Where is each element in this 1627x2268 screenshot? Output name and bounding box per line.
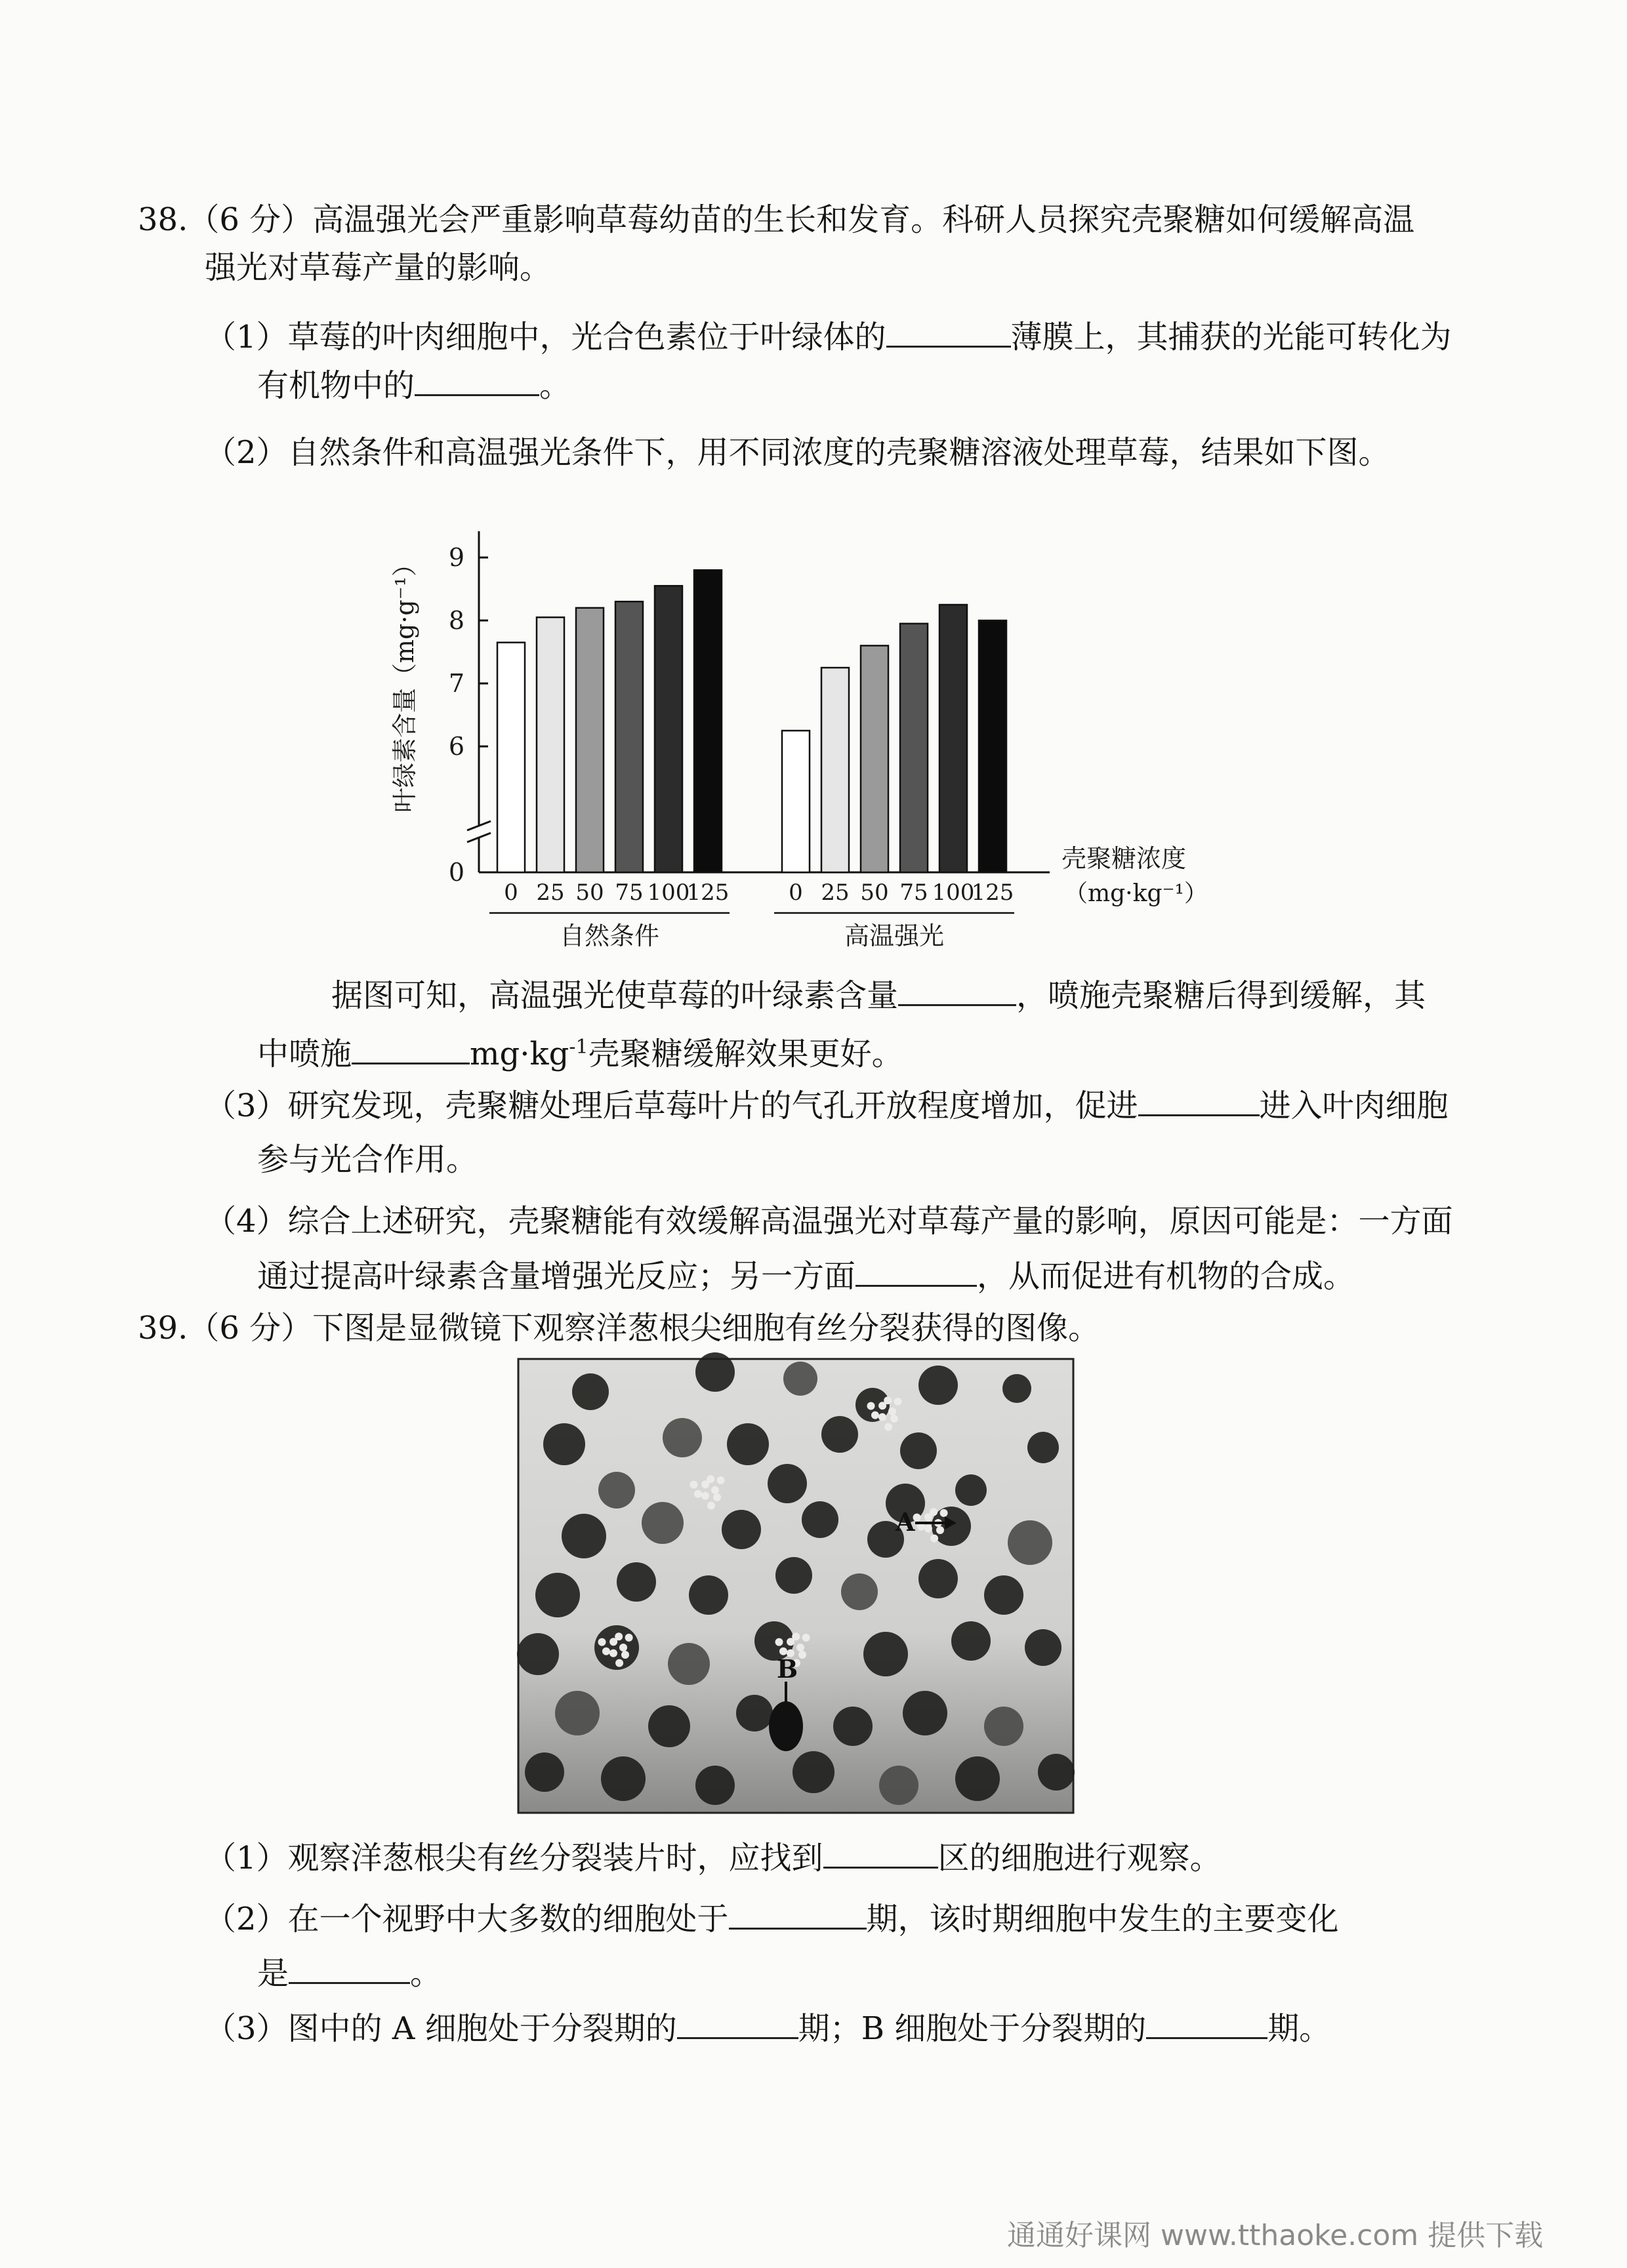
cell-nucleus — [535, 1573, 580, 1617]
chromosome-speck — [888, 1407, 896, 1415]
q39-part1-text-b: 区的细胞进行观察。 — [937, 1840, 1222, 1876]
cell-nucleus — [841, 1573, 878, 1610]
q38-part1-line1 — [205, 317, 1452, 357]
group-label: 自然条件 — [559, 921, 660, 950]
onion-root-tip-micrograph — [518, 1359, 1073, 1813]
cell-nucleus — [642, 1502, 684, 1544]
q39-part3-text-b: 期；B 细胞处于分裂期的 — [798, 2010, 1147, 2047]
cell-nucleus — [900, 1432, 937, 1469]
q39-part3-text-c: 期。 — [1267, 2010, 1331, 2047]
cell-nucleus — [1008, 1520, 1052, 1565]
chromosome-speck — [802, 1634, 810, 1642]
bar — [615, 601, 643, 872]
cell-nucleus — [955, 1474, 987, 1506]
watermark-footer: 通通好课网 www.tthaoke.com 提供下载 — [1007, 2219, 1544, 2252]
cell-nucleus — [1038, 1754, 1075, 1791]
chromosome-speck — [940, 1509, 948, 1517]
bar — [861, 645, 888, 872]
q39-part2-text-b: 期，该时期细胞中发生的主要变化 — [866, 1901, 1339, 1937]
chromosome-speck — [598, 1638, 606, 1646]
cell-nucleus — [821, 1416, 858, 1453]
q39-part3-blank2[interactable] — [1146, 2008, 1267, 2039]
q38-part3-text-a: （3）研究发现，壳聚糖处理后草莓叶片的气孔开放程度增加，促进 — [205, 1087, 1138, 1124]
chromosome-speck — [707, 1502, 715, 1510]
x-tick-label: 75 — [615, 880, 644, 906]
chromosome-speck — [717, 1476, 725, 1484]
q38-after-blank2[interactable] — [352, 1034, 470, 1064]
chromosome-speck — [707, 1475, 714, 1483]
x-axis-label: 壳聚糖浓度 — [1061, 844, 1187, 873]
chromosome-speck — [625, 1634, 633, 1642]
q38-after-blank1[interactable] — [898, 975, 1016, 1006]
cell-nucleus — [783, 1362, 817, 1396]
chromosome-speck — [619, 1644, 627, 1651]
q39-part2-line2 — [257, 1953, 442, 1993]
q38-part1-text-c: 有机物中的 — [257, 367, 415, 404]
chlorophyll-bar-chart — [390, 518, 1233, 964]
chromosome-speck — [930, 1508, 937, 1516]
cell-nucleus — [775, 1557, 812, 1594]
cell-nucleus — [668, 1643, 710, 1685]
cell-nucleus — [793, 1751, 834, 1793]
cell-nucleus — [833, 1707, 873, 1746]
cell-nucleus — [802, 1501, 838, 1538]
chromosome-speck — [894, 1398, 902, 1406]
q38-after-text-c: 中喷施 — [257, 1036, 352, 1072]
q38-part4-line1: （4）综合上述研究，壳聚糖能有效缓解高温强光对草莓产量的影响，原因可能是：一方面 — [205, 1203, 1453, 1240]
q38-stem-line2: 强光对草莓产量的影响。 — [205, 249, 552, 286]
q38-part4-line2 — [257, 1256, 1355, 1296]
cell-nucleus — [768, 1464, 807, 1503]
q38-after-chart-line1 — [331, 975, 1426, 1015]
bar — [576, 608, 604, 872]
bar — [900, 624, 928, 872]
chromosome-speck — [884, 1396, 892, 1404]
chromosome-speck — [878, 1413, 886, 1421]
q38-part1-blank1[interactable] — [886, 317, 1011, 348]
metaphase-cell-b — [769, 1701, 803, 1751]
chromosome-speck — [713, 1493, 721, 1501]
cell-nucleus — [722, 1510, 761, 1549]
chromosome-speck — [711, 1486, 719, 1494]
cell-nucleus — [984, 1575, 1023, 1615]
y-tick-label: 0 — [448, 858, 464, 887]
cell-nucleus — [736, 1695, 773, 1731]
cell-nucleus — [918, 1366, 958, 1405]
cell-label-b: B — [777, 1654, 798, 1684]
q38-part1-text-a: （1）草莓的叶肉细胞中，光合色素位于叶绿体的 — [205, 319, 886, 355]
cell-nucleus — [555, 1691, 600, 1735]
chromosome-speck — [775, 1638, 783, 1646]
bar — [782, 731, 810, 872]
cell-nucleus — [663, 1418, 702, 1457]
chromosome-speck — [890, 1415, 898, 1423]
cell-nucleus — [918, 1559, 958, 1598]
cell-nucleus — [984, 1707, 1023, 1746]
q38-part3-line2: 参与光合作用。 — [257, 1141, 478, 1178]
bar — [655, 586, 682, 872]
q39-part3-text-a: （3）图中的 A 细胞处于分裂期的 — [205, 2010, 677, 2047]
q38-part4-text-c: ，从而促进有机物的合成。 — [977, 1258, 1355, 1295]
q38-part4-text-b: 通过提高叶绿素含量增强光反应；另一方面 — [257, 1258, 856, 1295]
chromosome-speck — [609, 1650, 617, 1657]
chromosome-speck — [621, 1651, 629, 1659]
cell-nucleus — [525, 1752, 564, 1792]
cell-nucleus — [951, 1621, 991, 1661]
q38-part1-text-b: 薄膜上，其捕获的光能可转化为 — [1010, 319, 1452, 355]
y-tick-label: 7 — [448, 669, 464, 698]
cell-nucleus — [695, 1352, 735, 1392]
q38-part4-blank[interactable] — [855, 1256, 977, 1287]
q38-after-text-a: 据图可知，高温强光使草莓的叶绿素含量 — [331, 977, 899, 1014]
q39-part1-line — [205, 1838, 1222, 1878]
cell-nucleus — [689, 1575, 728, 1615]
bar — [979, 620, 1006, 872]
x-tick-label: 50 — [860, 880, 889, 906]
x-tick-label: 25 — [821, 880, 850, 906]
q39-part2-blank2[interactable] — [289, 1953, 410, 1984]
chromosome-speck — [871, 1411, 879, 1419]
q39-part2-text-c: 是 — [257, 1955, 289, 1992]
cell-nucleus — [601, 1756, 646, 1801]
cell-nucleus — [572, 1373, 609, 1410]
cell-nucleus — [617, 1562, 656, 1602]
bar — [497, 643, 525, 872]
q38-part3-blank[interactable] — [1138, 1085, 1260, 1116]
x-tick-label: 75 — [899, 880, 928, 906]
x-tick-label: 0 — [504, 880, 518, 906]
chromosome-speck — [694, 1490, 702, 1498]
q39-part1-blank[interactable] — [823, 1838, 938, 1869]
cell-nucleus — [903, 1691, 947, 1735]
y-axis-label: 叶绿素含量（mg·g⁻¹） — [390, 551, 419, 813]
chromosome-speck — [602, 1648, 610, 1655]
y-tick-label: 8 — [448, 606, 464, 635]
cell-nucleus — [1025, 1629, 1061, 1666]
q38-after-unit-sup: -1 — [569, 1036, 588, 1059]
chromosome-speck — [615, 1659, 623, 1667]
q39-stem: 39.（6 分）下图是显微镜下观察洋葱根尖细胞有丝分裂获得的图像。 — [138, 1310, 1100, 1347]
q39-part2-text-d: 。 — [410, 1955, 442, 1992]
bar — [694, 570, 722, 872]
y-tick-label: 9 — [448, 543, 464, 572]
bar — [821, 668, 849, 872]
cell-nucleus — [562, 1514, 606, 1558]
chromosome-speck — [930, 1535, 938, 1543]
cell-nucleus — [1002, 1374, 1031, 1403]
cell-nucleus — [543, 1423, 585, 1465]
chromosome-speck — [867, 1402, 875, 1410]
q39-part2-blank1[interactable] — [729, 1899, 867, 1930]
q38-after-text-b: ，喷施壳聚糖后得到缓解，其 — [1016, 977, 1426, 1014]
chromosome-speck — [936, 1526, 944, 1534]
q38-part3-text-b: 进入叶肉细胞 — [1259, 1087, 1449, 1124]
chromosome-speck — [701, 1492, 709, 1500]
chromosome-speck — [884, 1423, 892, 1431]
q38-after-unit: mg·kg — [470, 1036, 569, 1072]
group-label: 高温强光 — [844, 921, 945, 950]
x-axis-unit: （mg·kg⁻¹） — [1064, 880, 1208, 907]
q39-part3-line — [205, 2008, 1330, 2048]
x-tick-label: 0 — [789, 880, 803, 906]
cell-nucleus — [863, 1632, 908, 1676]
x-tick-label: 100 — [647, 880, 690, 906]
bar — [537, 617, 564, 872]
cell-label-a: A — [896, 1507, 915, 1537]
x-tick-label: 50 — [575, 880, 604, 906]
q38-after-text-e: 壳聚糖缓解效果更好。 — [588, 1036, 903, 1072]
q38-stem-line1: 38.（6 分）高温强光会严重影响草莓幼苗的生长和发育。科研人员探究壳聚糖如何缓解高温 — [138, 201, 1415, 238]
q39-part1-text-a: （1）观察洋葱根尖有丝分裂装片时，应找到 — [205, 1840, 823, 1876]
x-tick-label: 100 — [932, 880, 975, 906]
chromosome-speck — [792, 1632, 800, 1640]
cell-nucleus — [727, 1423, 769, 1465]
chromosome-speck — [798, 1651, 806, 1659]
x-tick-label: 25 — [536, 880, 565, 906]
cell-nucleus — [955, 1756, 1000, 1801]
q38-after-chart-line2 — [257, 1028, 903, 1074]
q39-part2-line1 — [205, 1899, 1339, 1939]
cell-nucleus — [1027, 1432, 1059, 1463]
x-tick-label: 125 — [686, 880, 730, 906]
cell-nucleus — [598, 1472, 635, 1509]
chromosome-speck — [796, 1644, 804, 1651]
cell-nucleus — [517, 1633, 559, 1675]
q38-part2-line: （2）自然条件和高温强光条件下，用不同浓度的壳聚糖溶液处理草莓，结果如下图。 — [205, 434, 1390, 471]
q38-part1-line2 — [257, 365, 571, 405]
cell-nucleus — [695, 1766, 735, 1805]
bar — [939, 605, 967, 872]
chromosome-speck — [615, 1632, 623, 1640]
q38-part1-text-d: 。 — [539, 367, 571, 404]
q38-part1-blank2[interactable] — [415, 365, 539, 396]
q39-part3-blank1[interactable] — [677, 2008, 798, 2039]
cell-nucleus — [648, 1705, 690, 1747]
y-tick-label: 6 — [448, 732, 464, 761]
q39-part2-text-a: （2）在一个视野中大多数的细胞处于 — [205, 1901, 729, 1937]
q38-part3-line1 — [205, 1085, 1449, 1125]
chromosome-speck — [690, 1481, 698, 1489]
chromosome-speck — [924, 1525, 932, 1533]
cell-nucleus — [879, 1766, 918, 1805]
x-tick-label: 125 — [971, 880, 1014, 906]
